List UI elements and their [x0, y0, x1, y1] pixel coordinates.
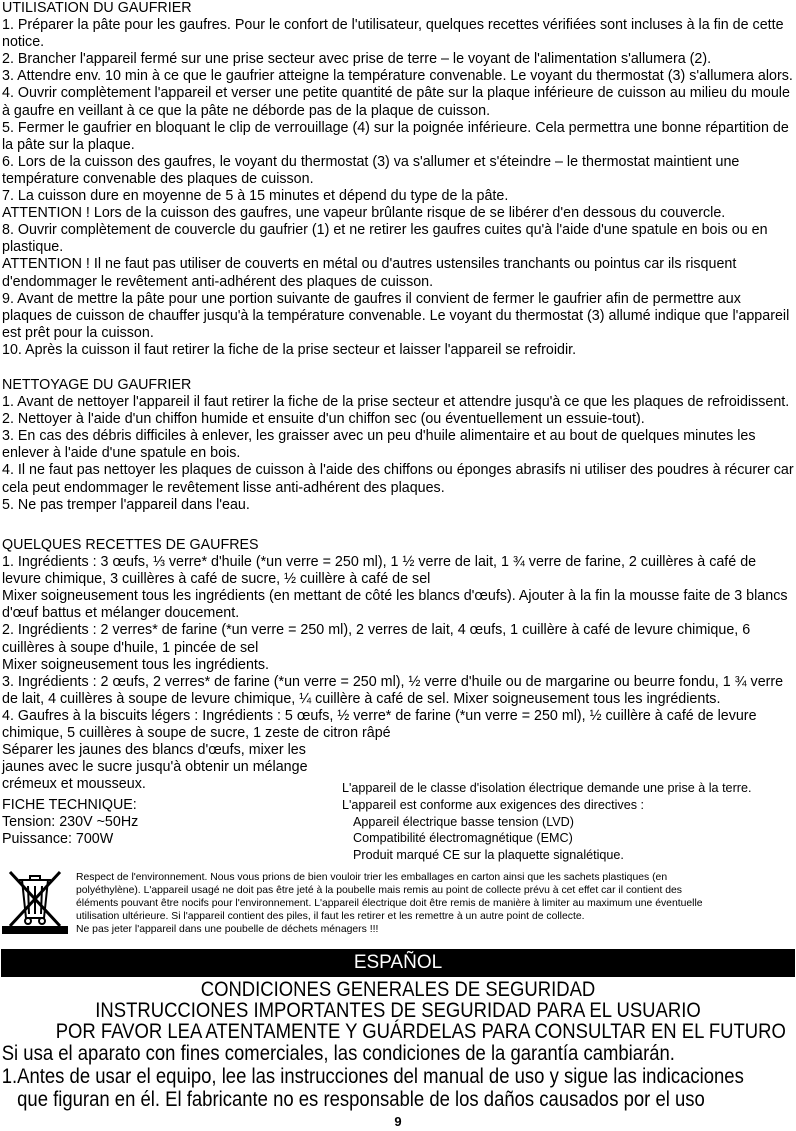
recette-item: 4. Gaufres à la biscuits légers : Ingrédients : 5 œufs, ½ verre* de farine (*un verre = 250 ml), ½ cuillère à café de levure chimique, 5 cuillères à soupe de sucre, 1 zeste de citron râpé	[2, 707, 757, 742]
nettoyage-item: 3. En cas des débris difficiles à enlever, les graisser avec un peu d'huile alimentaire et au bout de quelques minutes les enlever à l'aide d'une spatule en bois.	[2, 428, 756, 462]
conformity-directive: Appareil électrique basse tension (LVD)	[353, 814, 574, 829]
espanol-line: que figuran en él. El fabricante no es responsable de los daños causados por el uso	[1, 1087, 705, 1111]
utilisation-item: 4. Ouvrir complètement l'appareil et verser une petite quantité de pâte sur la plaque inférieure de cuisson au milieu du moule à gaufre en veillant à ce que la pâte ne déborde pas de la plaque de cuisson.	[2, 85, 790, 119]
utilisation-item: 6. Lors de la cuisson des gaufres, le voyant du thermostat (3) va s'allumer et s'éteindre – le thermostat maintient une température convenable des plaques de cuisson.	[2, 153, 740, 187]
environment-line: utilisation ultérieure. Si l'appareil contient des piles, il faut les retirer et les remettre à un autre point de collecte.	[76, 911, 585, 923]
utilisation-item: 3. Attendre env. 10 min à ce que le gaufrier atteigne la température convenable. Le voyant du thermostat (3) s'allumera alors.	[2, 68, 793, 85]
recette-item: Mixer soigneusement tous les ingrédients (en mettant de côté les blancs d'œufs). Ajouter à la fin la mousse faite de 3 blancs d'œuf battus et mélanger doucement.	[2, 588, 788, 622]
utilisation-item: 7. La cuisson dure en moyenne de 5 à 15 minutes et dépend du type de la pâte.	[2, 188, 509, 205]
section-utilisation	[0, 0, 796, 359]
espanol-heading: INSTRUCCIONES IMPORTANTES DE SEGURIDAD PARA EL USUARIO	[95, 998, 701, 1022]
environment-line: Respect de l'environnement. Nous vous prions de bien vouloir trier les emballages en carton ainsi que les sachets plastiques (en	[76, 872, 668, 883]
section-nettoyage	[0, 377, 796, 514]
fiche-tension: Tension: 230V ~50Hz	[2, 814, 139, 831]
recette-item: 3. Ingrédients : 2 œufs, 2 verres* de farine (*un verre = 250 ml), ½ verre d'huile ou de margarine ou beurre fondu, 1 ¾ verre de lait, 4 cuillères à soupe de levure chimique, ¼ cuillère à café de sel. Mixer soigneusement tous les ingrédients.	[2, 673, 784, 707]
fiche-technique	[2, 797, 322, 848]
language-section-bar	[1, 949, 795, 977]
recette-item: 1. Ingrédients : 3 œufs, ⅓ verre* d'huile (*un verre = 250 ml), 1 ½ verre de lait, 1 ¾ verre de farine, 2 cuillères à café de levure chimique, 3 cuillères à café de sucre, ½ cuillère à café de sel	[2, 554, 757, 588]
language-label: ESPAÑOL	[353, 952, 443, 973]
recette-item: Mixer soigneusement tous les ingrédients.	[2, 656, 270, 673]
fiche-title: FICHE TECHNIQUE:	[2, 797, 137, 813]
environment-line: polyéthylène). L'appareil usagé ne doit pas être jeté à la poubelle mais remis au point de collecte prévu à cet effet car il contient des	[76, 885, 682, 897]
section-espanol	[0, 979, 796, 1111]
utilisation-item: 9. Avant de mettre la pâte pour une portion suivante de gaufres il convient de fermer le gaufrier afin de permettre aux plaques de cuisson de chauffer jusqu'à la température convenable. Le voyant du thermostat (3) allumé indique que l'appareil est prêt pour la cuisson.	[2, 290, 790, 341]
conformity-notice	[342, 780, 794, 864]
section-title-nettoyage: NETTOYAGE DU GAUFRIER	[2, 377, 192, 393]
utilisation-item: 5. Fermer le gaufrier en bloquant le clip de verrouillage (4) sur la poignée inférieure. Cela permettra une bonne répartition de la pâte sur la plaque.	[2, 119, 789, 153]
utilisation-warning: ATTENTION ! Lors de la cuisson des gaufres, une vapeur brûlante risque de se libérer d'en dessous du couvercle.	[2, 205, 726, 222]
weee-underline-bar	[2, 926, 68, 934]
utilisation-warning: ATTENTION ! Il ne faut pas utiliser de couverts en métal ou d'autres ustensiles tranchants ou pointus car ils risquent d'endommager le revêtement anti-adhérent des plaques de cuisson.	[2, 256, 737, 290]
environment-line: éléments pouvant être nocifs pour l'environnement. L'appareil électrique doit être remis de manière à limiter au maximum une éventuelle	[76, 898, 703, 910]
environment-notice	[76, 871, 794, 936]
nettoyage-item: 4. Il ne faut pas nettoyer les plaques de cuisson à l'aide des chiffons ou éponges abrasifs ni utiliser des poudres à récurer car cela peut endommager le revêtement lisse anti-adhérent des plaques.	[2, 462, 794, 496]
conformity-intro: L'appareil est conforme aux exigences des directives :	[342, 797, 645, 812]
recette-item: 2. Ingrédients : 2 verres* de farine (*un verre = 250 ml), 2 verres de lait, 4 œufs, 1 cuillère à café de levure chimique, 6 cuillères à soupe d'huile, 1 pincée de sel	[2, 622, 751, 656]
page-number: 9	[394, 1114, 402, 1129]
environment-line: Ne pas jeter l'appareil dans une poubelle de déchets ménagers !!!	[76, 924, 379, 936]
utilisation-item: 10. Après la cuisson il faut retirer la fiche de la prise secteur et laisser l'appareil se refroidir.	[2, 341, 577, 358]
utilisation-item: 1. Préparer la pâte pour les gaufres. Pour le confort de l'utilisateur, quelques recettes vérifiées sont incluses à la fin de cette notice.	[2, 17, 784, 51]
nettoyage-item: 5. Ne pas tremper l'appareil dans l'eau.	[2, 496, 250, 513]
fiche-puissance: Puissance: 700W	[2, 831, 114, 848]
section-title-recettes: QUELQUES RECETTES DE GAUFRES	[2, 537, 259, 553]
conformity-directive: Compatibilité électromagnétique (EMC)	[353, 831, 573, 846]
section-title-utilisation: UTILISATION DU GAUFRIER	[2, 0, 192, 16]
utilisation-item: 8. Ouvrir complètement de couvercle du gaufrier (1) et ne retirer les gaufres cuites qu'à l'aide d'une spatule en bois ou en plastique.	[2, 222, 768, 256]
conformity-directive: Produit marqué CE sur la plaquette signalétique.	[353, 848, 624, 863]
espanol-line: 1.Antes de usar el equipo, lee las instrucciones del manual de uso y sigue las indicaciones	[1, 1064, 744, 1088]
espanol-heading: POR FAVOR LEA ATENTAMENTE Y GUÁRDELAS PARA CONSULTAR EN EL FUTURO	[55, 1019, 786, 1043]
espanol-line: Si usa el aparato con fines comerciales, las condiciones de la garantía cambiarán.	[1, 1041, 675, 1065]
recette-item: Séparer les jaunes des blancs d'œufs, mixer les jaunes avec le sucre jusqu'à obtenir un mélange crémeux et mousseux.	[2, 742, 308, 793]
espanol-heading: CONDICIONES GENERALES DE SEGURIDAD	[200, 977, 596, 1001]
conformity-class: L'appareil de le classe d'isolation électrique demande une prise à la terre.	[342, 781, 752, 795]
section-recettes	[0, 537, 796, 793]
nettoyage-item: 1. Avant de nettoyer l'appareil il faut retirer la fiche de la prise secteur et attendre jusqu'à ce que les plaques de refroidissent.	[2, 394, 790, 411]
nettoyage-item: 2. Nettoyer à l'aide d'un chiffon humide et ensuite d'un chiffon sec (ou éventuellement un essuie-tout).	[2, 411, 645, 428]
utilisation-item: 2. Brancher l'appareil fermé sur une prise secteur avec prise de terre – le voyant de l'alimentation s'allumera (2).	[2, 51, 712, 68]
